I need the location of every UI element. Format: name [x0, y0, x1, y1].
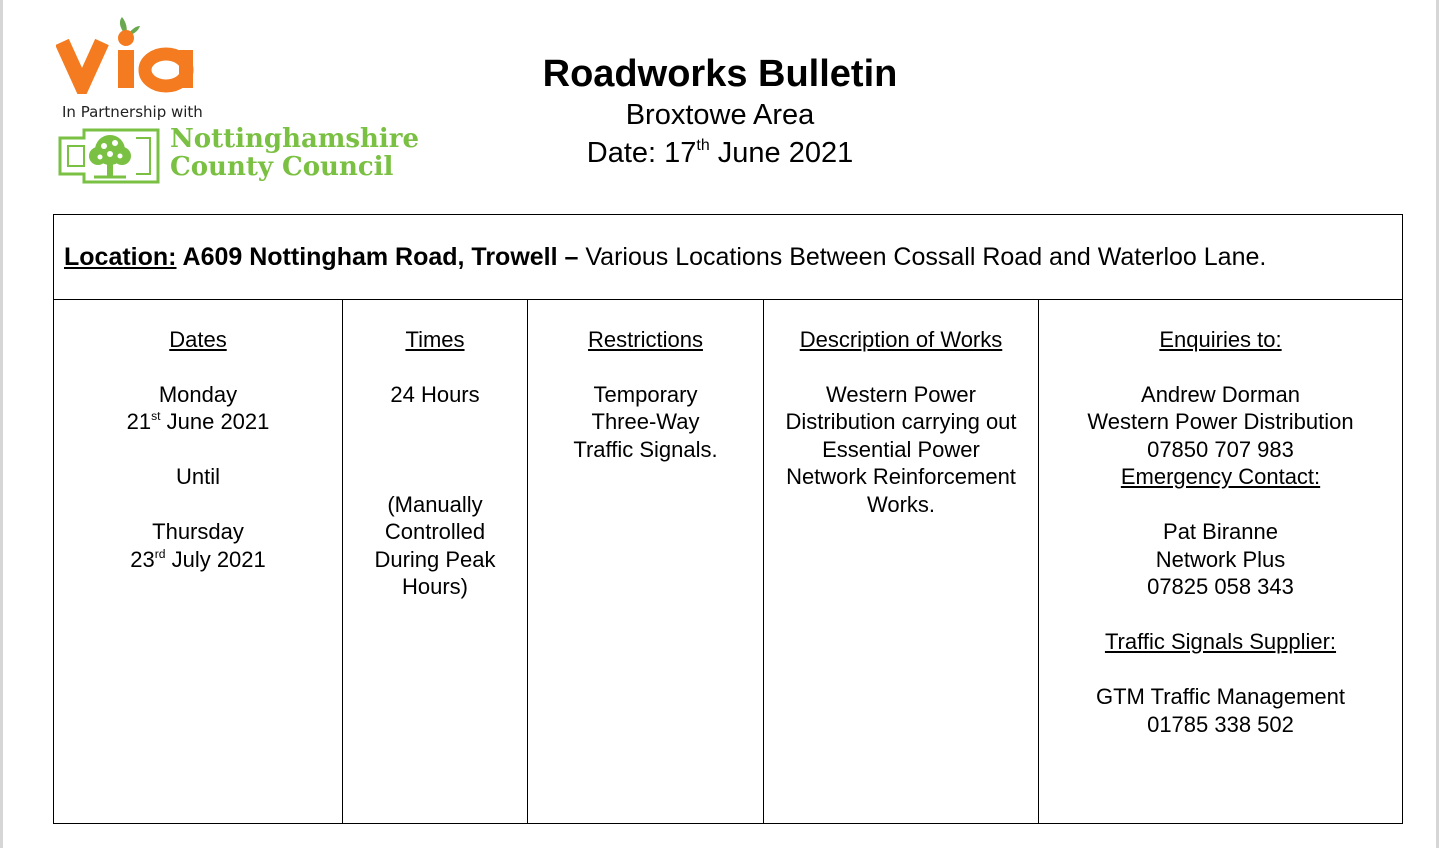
enquiries-column — [1038, 299, 1402, 823]
times-column — [342, 299, 527, 823]
emergency-name: Pat Biranne — [1163, 519, 1278, 544]
dates-column — [54, 299, 342, 823]
enquiries-header: Enquiries to: — [1159, 327, 1282, 352]
restrictions-line: Three-Way — [591, 409, 700, 434]
description-line: Western Power — [826, 381, 976, 407]
page-edge-left — [0, 0, 3, 848]
description-column — [763, 299, 1038, 823]
start-date-num: 21 — [126, 409, 152, 434]
end-date-sup: rd — [154, 546, 166, 561]
description-line: Distribution carrying out — [785, 409, 1017, 434]
area-name: Broxtowe Area — [625, 99, 815, 131]
date-rest: June 2021 — [709, 137, 854, 169]
start-day: Monday — [158, 381, 238, 407]
start-date — [54, 408, 342, 436]
contact-phone: 07850 707 983 — [1147, 436, 1294, 462]
location-label: Location: — [64, 243, 177, 271]
council-name-line1: Nottinghamshire — [170, 124, 420, 154]
times-note-line: During Peak — [374, 546, 496, 572]
end-day: Thursday — [152, 519, 244, 544]
restrictions-header: Restrictions — [588, 327, 703, 352]
signals-header: Traffic Signals Supplier: — [1104, 629, 1337, 654]
description-line: Works. — [866, 491, 936, 517]
start-date-sup: st — [151, 408, 161, 423]
roadworks-table — [53, 214, 1403, 824]
via-logo — [56, 14, 198, 94]
description-line: Essential Power — [822, 436, 980, 462]
times-note-line: Hours) — [401, 574, 468, 599]
times-note-line: Controlled — [384, 519, 486, 544]
emergency-phone: 07825 058 343 — [1147, 574, 1294, 599]
date-prefix: Date: 17 — [586, 137, 697, 169]
times-hours: 24 Hours — [390, 381, 480, 407]
bulletin-date — [470, 134, 970, 172]
end-date-num: 23 — [130, 546, 155, 572]
bulletin-title: Roadworks Bulletin — [542, 53, 898, 95]
bulletin-header — [470, 52, 970, 172]
signals-company: GTM Traffic Management — [1095, 684, 1345, 709]
emergency-company: Network Plus — [1155, 546, 1286, 572]
start-date-rest: June 2021 — [160, 409, 270, 434]
signals-phone: 01785 338 502 — [1147, 711, 1294, 737]
location-row — [54, 215, 1402, 300]
location-text — [64, 243, 1266, 272]
end-date-rest: July 2021 — [165, 546, 266, 572]
location-details: Various Locations Between Cossall Road and Waterloo Lane. — [578, 243, 1267, 271]
contact-company: Western Power Distribution — [1087, 409, 1354, 434]
council-tree-logo — [58, 128, 162, 184]
restrictions-line: Temporary — [593, 381, 698, 407]
council-name-line2: County Council — [170, 152, 394, 182]
end-date — [54, 546, 342, 574]
restrictions-line: Traffic Signals. — [573, 436, 718, 462]
council-name — [170, 125, 419, 181]
until-text: Until — [175, 464, 220, 489]
partnership-text: In Partnership with — [62, 103, 203, 121]
contact-name: Andrew Dorman — [1141, 381, 1300, 407]
times-header: Times — [405, 327, 465, 352]
date-suffix-sup: th — [696, 137, 710, 155]
description-line: Network Reinforcement — [786, 464, 1016, 489]
times-note-line: (Manually — [387, 491, 483, 517]
emergency-header: Emergency Contact: — [1120, 464, 1321, 489]
description-header: Description of Works — [799, 327, 1003, 352]
dates-header: Dates — [169, 327, 227, 352]
restrictions-column — [527, 299, 763, 823]
location-road: A609 Nottingham Road, Trowell – — [176, 243, 579, 271]
